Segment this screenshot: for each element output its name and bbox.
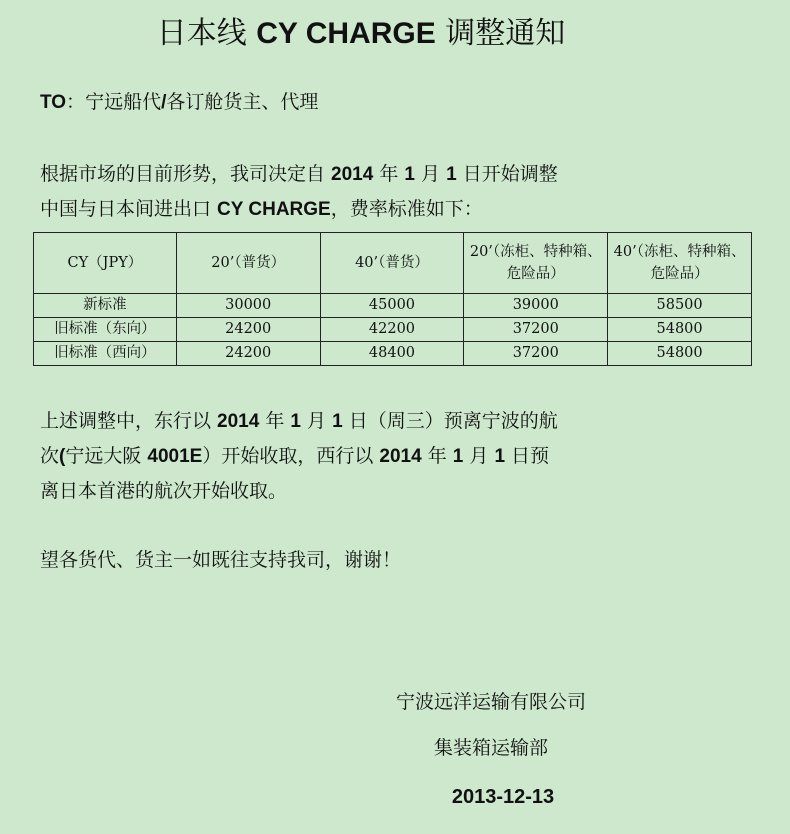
table-header-cell: CY（JPY） <box>34 233 177 294</box>
p2-t9: 月 <box>463 445 495 467</box>
p2-day2: 1 <box>494 446 506 467</box>
table-header-cell: 40’（普货） <box>320 233 464 294</box>
to-text2: 各订舱货主、代理 <box>166 91 319 113</box>
p1-t4: 日开始调整 <box>456 163 558 185</box>
p1-month: 1 <box>404 164 415 185</box>
to-slash: / <box>161 92 167 113</box>
table-row <box>34 294 752 318</box>
details-paragraph <box>40 404 650 509</box>
table-cell: 48400 <box>320 342 464 366</box>
signature-department: 集装箱运输部 <box>433 737 548 759</box>
rate-table <box>33 232 752 366</box>
table-cell: 旧标准（东向） <box>34 318 177 342</box>
p2-paren: ( <box>59 446 66 467</box>
notice-title <box>0 12 722 56</box>
p1-year: 2014 <box>331 164 374 185</box>
table-cell: 58500 <box>608 294 752 318</box>
table-cell: 30000 <box>176 294 320 318</box>
p1-t5: 中国与日本间进出口 <box>40 198 218 220</box>
table-cell: 54800 <box>608 342 752 366</box>
table-cell: 37200 <box>464 318 608 342</box>
table-cell: 旧标准（西向） <box>34 342 177 366</box>
p2-t5: 次 <box>40 445 60 467</box>
p2-t3: 月 <box>301 410 333 432</box>
title-suffix: 调整通知 <box>435 16 566 51</box>
table-header-cell: 20’（冻柜、特种箱、危险品） <box>464 233 608 294</box>
p2-t4: 日（周三）预离宁波的航 <box>342 410 558 432</box>
title-prefix: 日本线 <box>156 16 257 51</box>
p2-t6: 宁远大阪 <box>65 445 148 467</box>
table-header-row <box>34 233 752 294</box>
intro-paragraph <box>40 157 650 227</box>
to-label: TO <box>40 92 67 113</box>
table-cell: 37200 <box>464 342 608 366</box>
table-header-cell: 20’（普货） <box>176 233 320 294</box>
p2-day: 1 <box>332 411 343 432</box>
p2-t7: ）开始收取，西行以 <box>202 445 380 467</box>
table-cell: 24200 <box>176 318 320 342</box>
p1-t1: 根据市场的目前形势，我司决定自 <box>40 163 332 185</box>
p2-t1: 上述调整中，东行以 <box>40 410 218 432</box>
p1-day: 1 <box>446 164 457 185</box>
table-cell: 39000 <box>464 294 608 318</box>
p2-year2: 2014 <box>379 446 422 467</box>
table-cell: 45000 <box>320 294 464 318</box>
p1-t2: 年 <box>373 163 405 185</box>
table-row <box>34 318 752 342</box>
table-cell: 54800 <box>608 318 752 342</box>
p2-month: 1 <box>290 411 301 432</box>
title-bold: CY CHARGE <box>256 17 436 50</box>
p1-cy: CY CHARGE <box>217 199 331 220</box>
p1-t6: ，费率标准如下： <box>330 198 483 220</box>
recipient-line <box>40 88 318 117</box>
to-sep: ： <box>66 91 86 113</box>
table-row <box>34 342 752 366</box>
p1-t3: 月 <box>415 163 447 185</box>
table-cell: 新标准 <box>34 294 177 318</box>
p2-year: 2014 <box>217 411 260 432</box>
p2-t10: 日预 <box>505 445 550 467</box>
to-text1: 宁远船代 <box>85 91 162 113</box>
p2-month2: 1 <box>452 446 464 467</box>
p2-t11: 离日本首港的航次开始收取。 <box>40 480 288 502</box>
table-cell: 42200 <box>320 318 464 342</box>
p2-t8: 年 <box>421 445 453 467</box>
closing-paragraph: 望各货代、货主一如既往支持我司，谢谢！ <box>40 549 402 571</box>
p2-voyage: 4001E <box>147 446 203 467</box>
table-cell: 24200 <box>176 342 320 366</box>
signature-date: 2013-12-13 <box>451 786 555 808</box>
p2-t2: 年 <box>259 410 291 432</box>
table-header-cell: 40’（冻柜、特种箱、危险品） <box>608 233 752 294</box>
signature-company: 宁波远洋运输有限公司 <box>395 691 586 713</box>
